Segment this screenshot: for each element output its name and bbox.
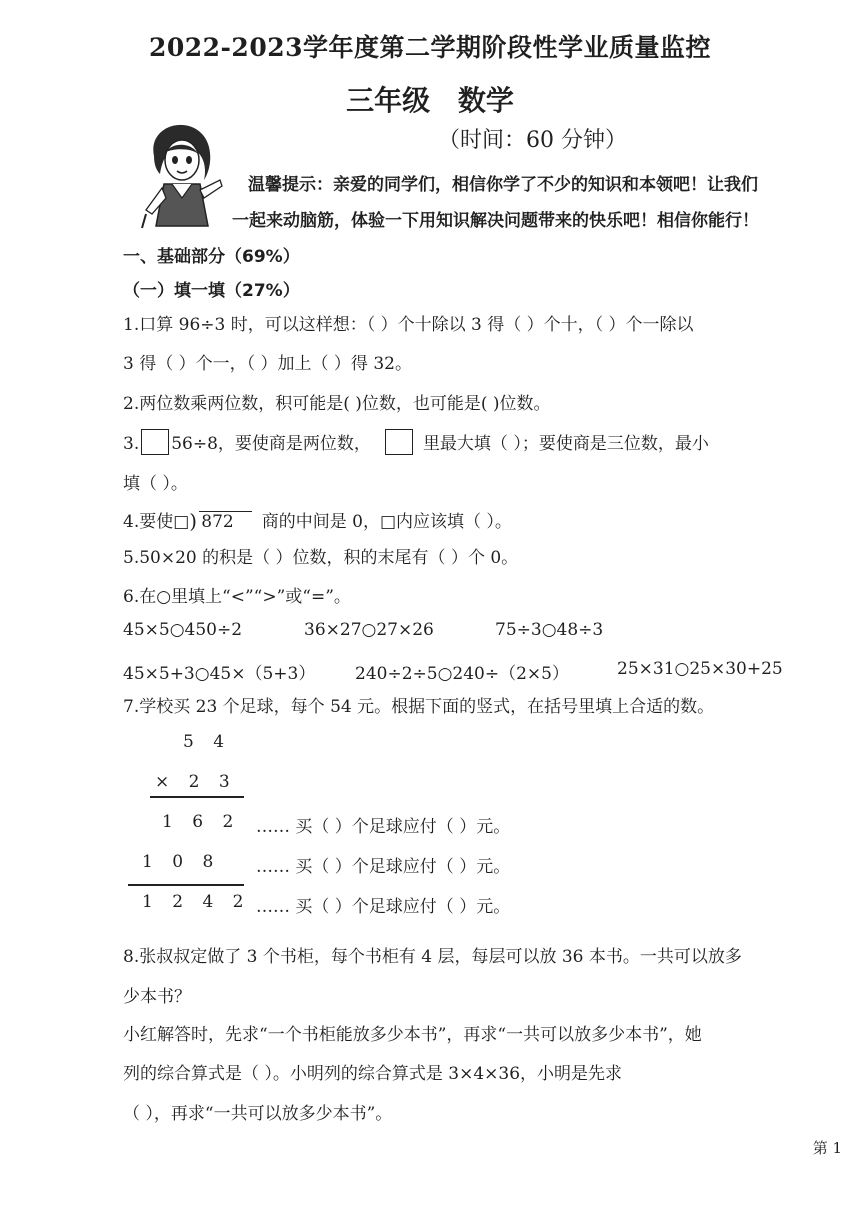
- question-3-line-2: 填（ ）。: [123, 474, 188, 494]
- question-2: 2.两位数乘两位数，积可能是( )位数，也可能是( )位数。: [123, 394, 551, 414]
- calc-product: 1 2 4 2: [142, 892, 251, 912]
- question-5: 5.50×20 的积是（ ）位数，积的末尾有（ ）个 0。: [123, 548, 519, 568]
- answer-box[interactable]: [141, 429, 169, 455]
- calc-note-3: …… 买（ ）个足球应付（ ）元。: [256, 897, 511, 917]
- question-8-line-3: 小红解答时，先求“一个书柜能放多少本书”，再求“一共可以放多少本书”，她: [123, 1025, 702, 1045]
- question-1-line-1: 1.口算 96÷3 时，可以这样想：（ ）个十除以 3 得（ ）个十，（ ）个一除以: [123, 315, 694, 335]
- calc-line: [150, 796, 244, 798]
- question-8-line-5: （ ），再求“一共可以放多少本书”。: [123, 1104, 393, 1124]
- question-3-prefix: 3.: [123, 434, 140, 454]
- question-6-instruction: 6.在○里填上“<”“>”或“=”。: [123, 587, 351, 607]
- page-number: 第 1: [812, 1139, 842, 1157]
- calc-line: [128, 884, 244, 886]
- compare-item: 240÷2÷5○240÷（2×5）: [355, 664, 569, 684]
- tip-line-1: 温馨提示：亲爱的同学们，相信你学了不少的知识和本领吧！让我们: [248, 175, 758, 195]
- compare-item: 36×27○27×26: [304, 620, 434, 640]
- section-basic: 一、基础部分（69%）: [123, 247, 300, 267]
- question-8-line-4: 列的综合算式是（ ）。小明列的综合算式是 3×4×36，小明是先求: [123, 1064, 623, 1084]
- question-4: [123, 507, 512, 532]
- compare-item: 45×5○450÷2: [123, 620, 243, 640]
- question-8-line-2: 少本书？: [123, 987, 191, 1007]
- cartoon-girl-icon: [134, 118, 224, 230]
- calc-partial-1: 1 6 2: [162, 812, 241, 832]
- compare-item: 45×5+3○45×（5+3）: [123, 664, 316, 684]
- question-4-dividend: 872: [199, 511, 251, 532]
- compare-item: 75÷3○48÷3: [495, 620, 604, 640]
- calc-multiplier: × 2 3: [155, 772, 237, 792]
- question-8-line-1: 8.张叔叔定做了 3 个书柜，每个书柜有 4 层，每层可以放 36 本书。一共可以放多: [123, 947, 742, 967]
- calc-partial-2: 1 0 8: [142, 852, 221, 872]
- compare-item: 25×31○25×30+25: [617, 659, 783, 679]
- question-4-prefix: 4.要使□: [123, 512, 190, 532]
- question-3-line-1: [123, 429, 709, 455]
- calc-note-2: …… 买（ ）个足球应付（ ）元。: [256, 857, 511, 877]
- question-3-suffix: 里最大填（ ）；要使商是三位数，最小: [422, 434, 709, 454]
- question-1-line-2: 3 得（ ）个一，（ ）加上（ ）得 32。: [123, 354, 412, 374]
- calc-multiplicand: 5 4: [183, 732, 232, 752]
- calc-note-1: …… 买（ ）个足球应付（ ）元。: [256, 817, 511, 837]
- exam-subject: 三年级 数学: [346, 84, 514, 117]
- long-division-sign: ) 872: [189, 512, 251, 532]
- section-fill: （一）填一填（27%）: [123, 281, 300, 301]
- tip-line-2: 一起来动脑筋，体验一下用知识解决问题带来的快乐吧！相信你能行！: [232, 211, 759, 231]
- question-3-mid: 56÷8，要使商是两位数，: [171, 434, 371, 454]
- exam-title: 2022-2023学年度第二学期阶段性学业质量监控: [148, 33, 712, 62]
- exam-time: （时间：60 分钟）: [438, 128, 627, 153]
- answer-box[interactable]: [385, 429, 413, 455]
- question-7: 7.学校买 23 个足球，每个 54 元。根据下面的竖式，在括号里填上合适的数。: [123, 697, 715, 717]
- question-4-suffix: 商的中间是 0，□内应该填（ ）。: [261, 512, 512, 532]
